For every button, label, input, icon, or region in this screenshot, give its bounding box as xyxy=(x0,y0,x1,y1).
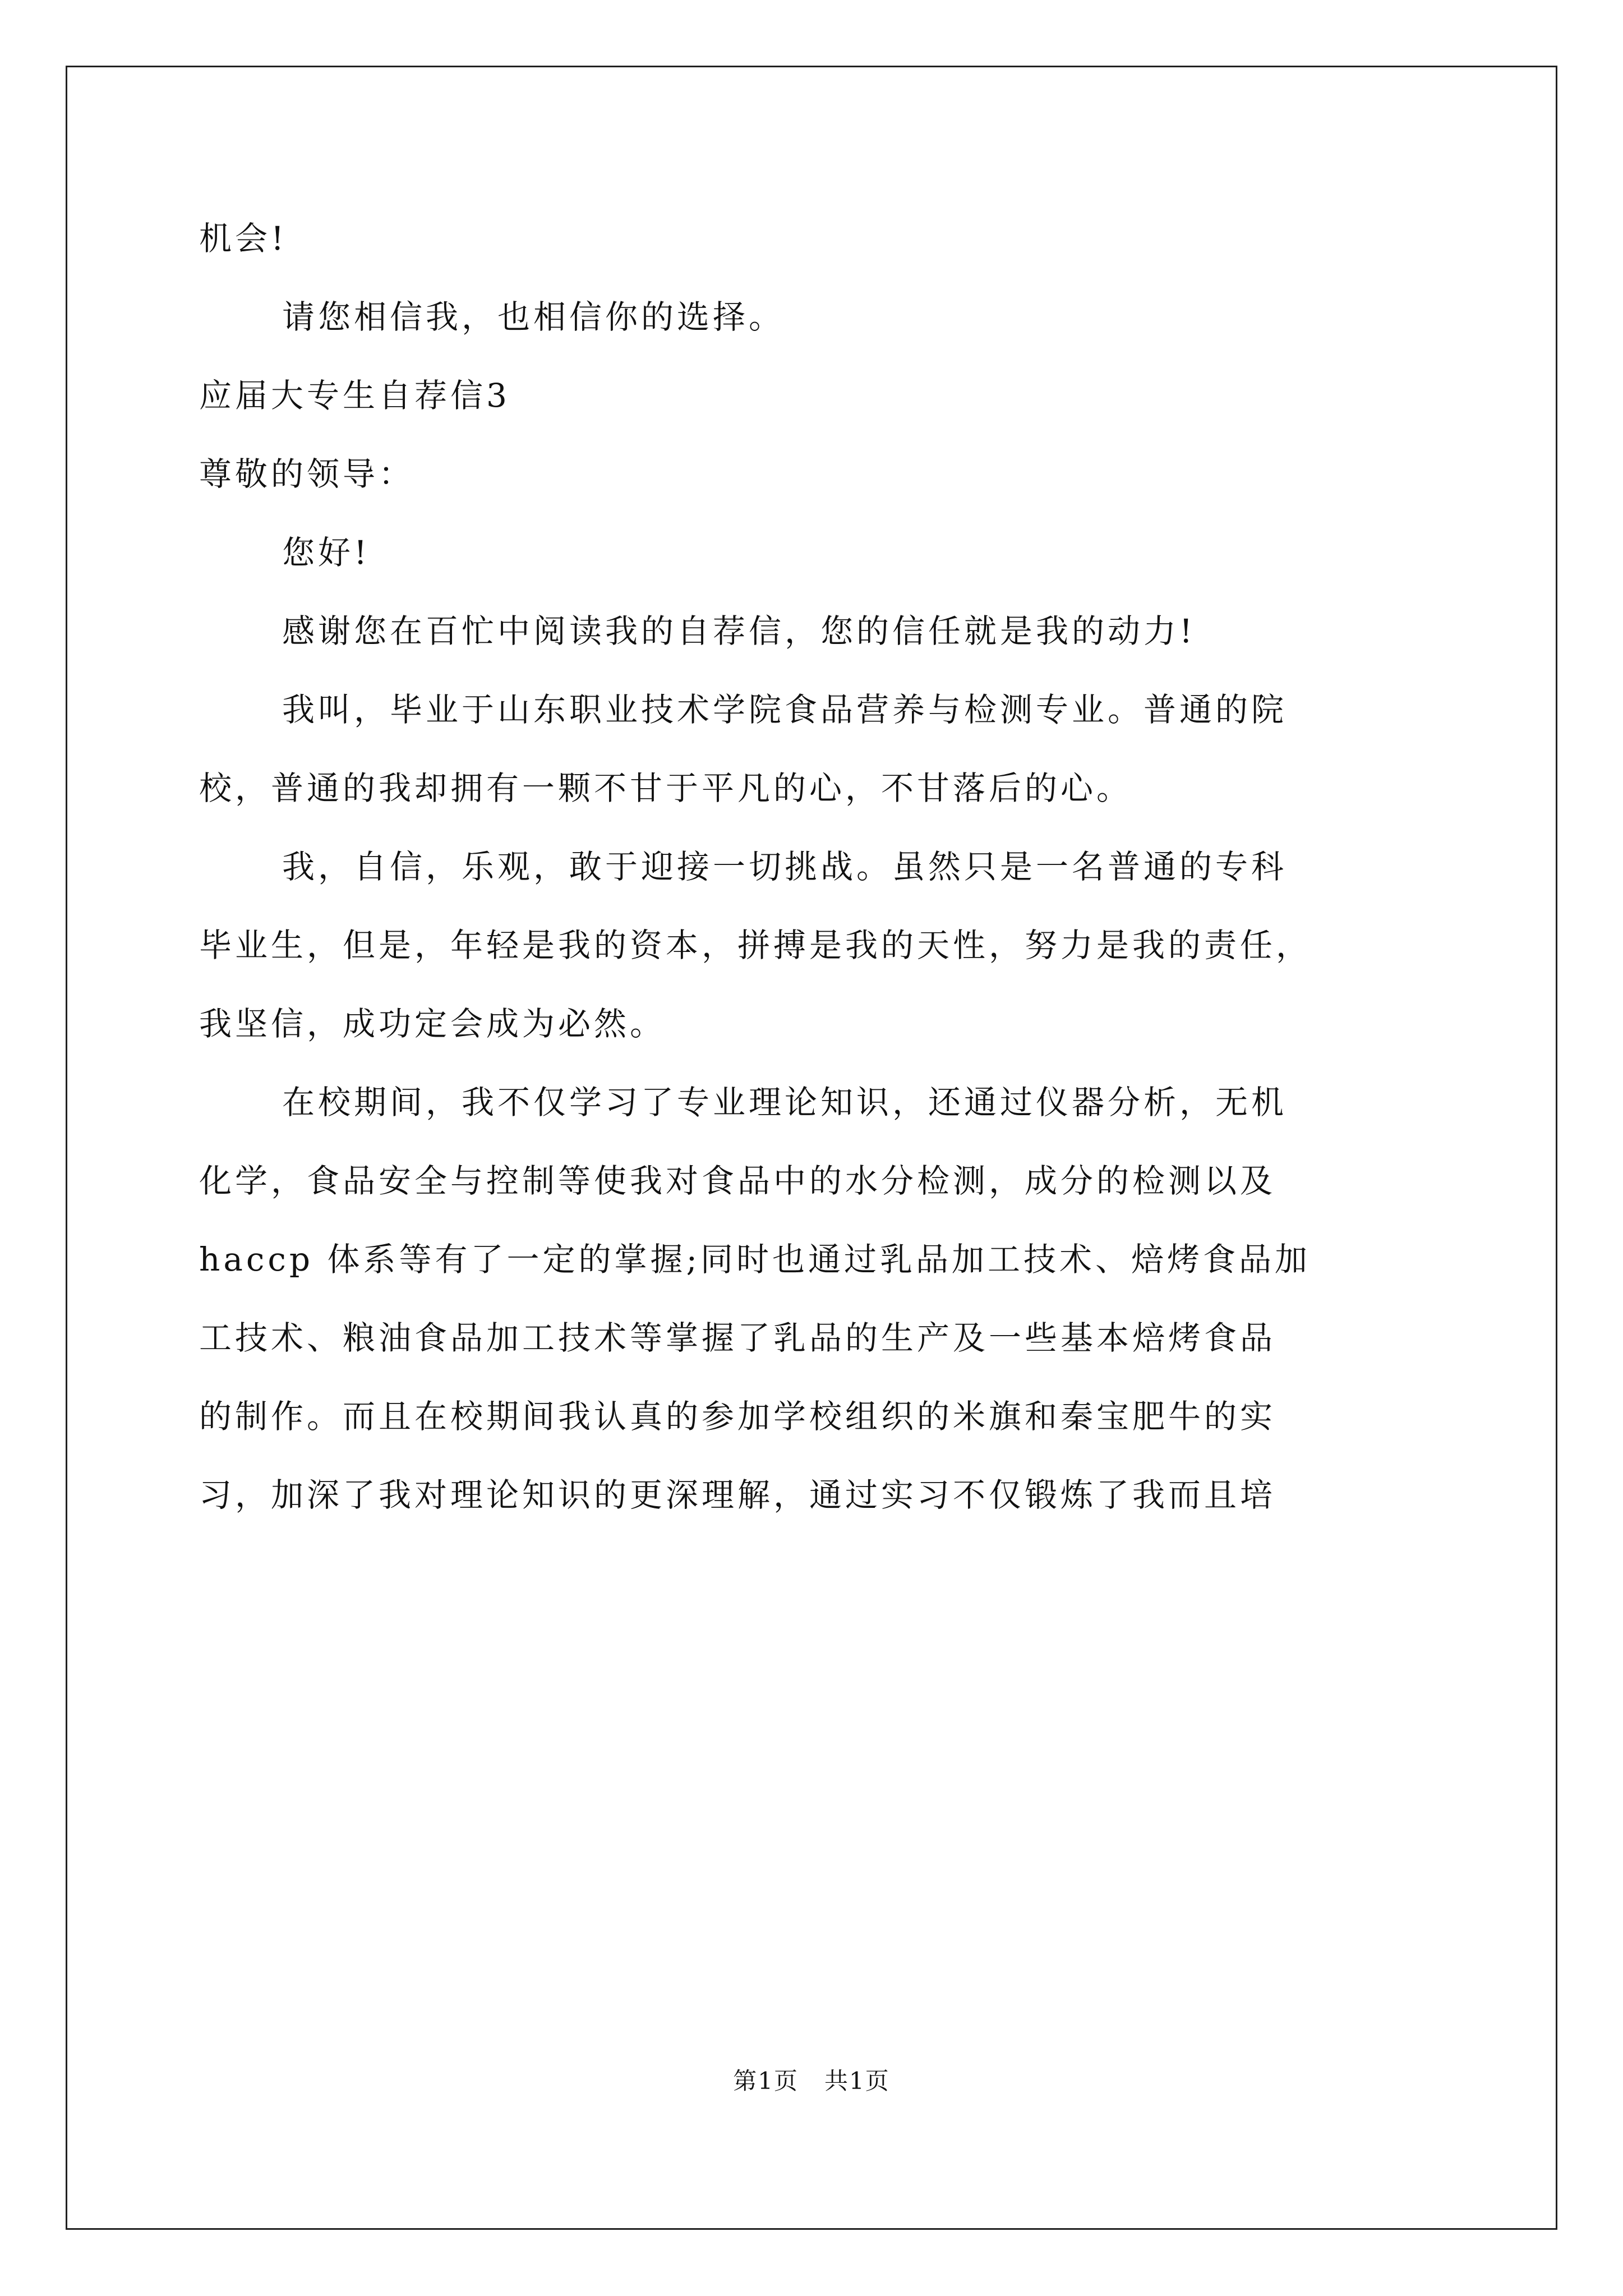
greeting: 您好! xyxy=(282,533,371,572)
section-title: 应届大专生自荐信3 xyxy=(199,376,510,415)
text-line: 化学，食品安全与控制等使我对食品中的水分检测，成分的检测以及 xyxy=(199,1162,1276,1200)
text-line: 毕业生，但是，年轻是我的资本，拼搏是我的天性，努力是我的责任， xyxy=(199,926,1312,964)
page-number: 第1页 xyxy=(733,2067,799,2095)
text-line: 校，普通的我却拥有一颗不甘于平凡的心，不甘落后的心。 xyxy=(199,769,1133,807)
text-line: 我叫，毕业于山东职业技术学院食品营养与检测专业。普通的院 xyxy=(282,691,1288,729)
text-line: 习，加深了我对理论知识的更深理解，通过实习不仅锻炼了我而且培 xyxy=(199,1476,1276,1514)
document-body xyxy=(199,199,1472,1534)
text-line: 我坚信，成功定会成为必然。 xyxy=(199,1005,666,1043)
page-total: 共1页 xyxy=(824,2067,890,2095)
text-line: 在校期间，我不仅学习了专业理论知识，还通过仪器分析，无机 xyxy=(282,1083,1288,1121)
text-line: 请您相信我，也相信你的选择。 xyxy=(282,298,785,336)
page-footer xyxy=(0,2064,1623,2098)
text-line: 我，自信，乐观，敢于迎接一切挑战。虽然只是一名普通的专科 xyxy=(282,848,1288,886)
text-line: 的制作。而且在校期间我认真的参加学校组织的米旗和秦宝肥牛的实 xyxy=(199,1397,1276,1435)
salutation: 尊敬的领导： xyxy=(199,455,415,493)
text-line: haccp 体系等有了一定的掌握;同时也通过乳品加工技术、焙烤食品加 xyxy=(199,1240,1311,1278)
text-line: 工技术、粮油食品加工技术等掌握了乳品的生产及一些基本焙烤食品 xyxy=(199,1319,1276,1357)
text-line: 机会! xyxy=(199,219,288,257)
text-line: 感谢您在百忙中阅读我的自荐信，您的信任就是我的动力! xyxy=(282,612,1196,650)
